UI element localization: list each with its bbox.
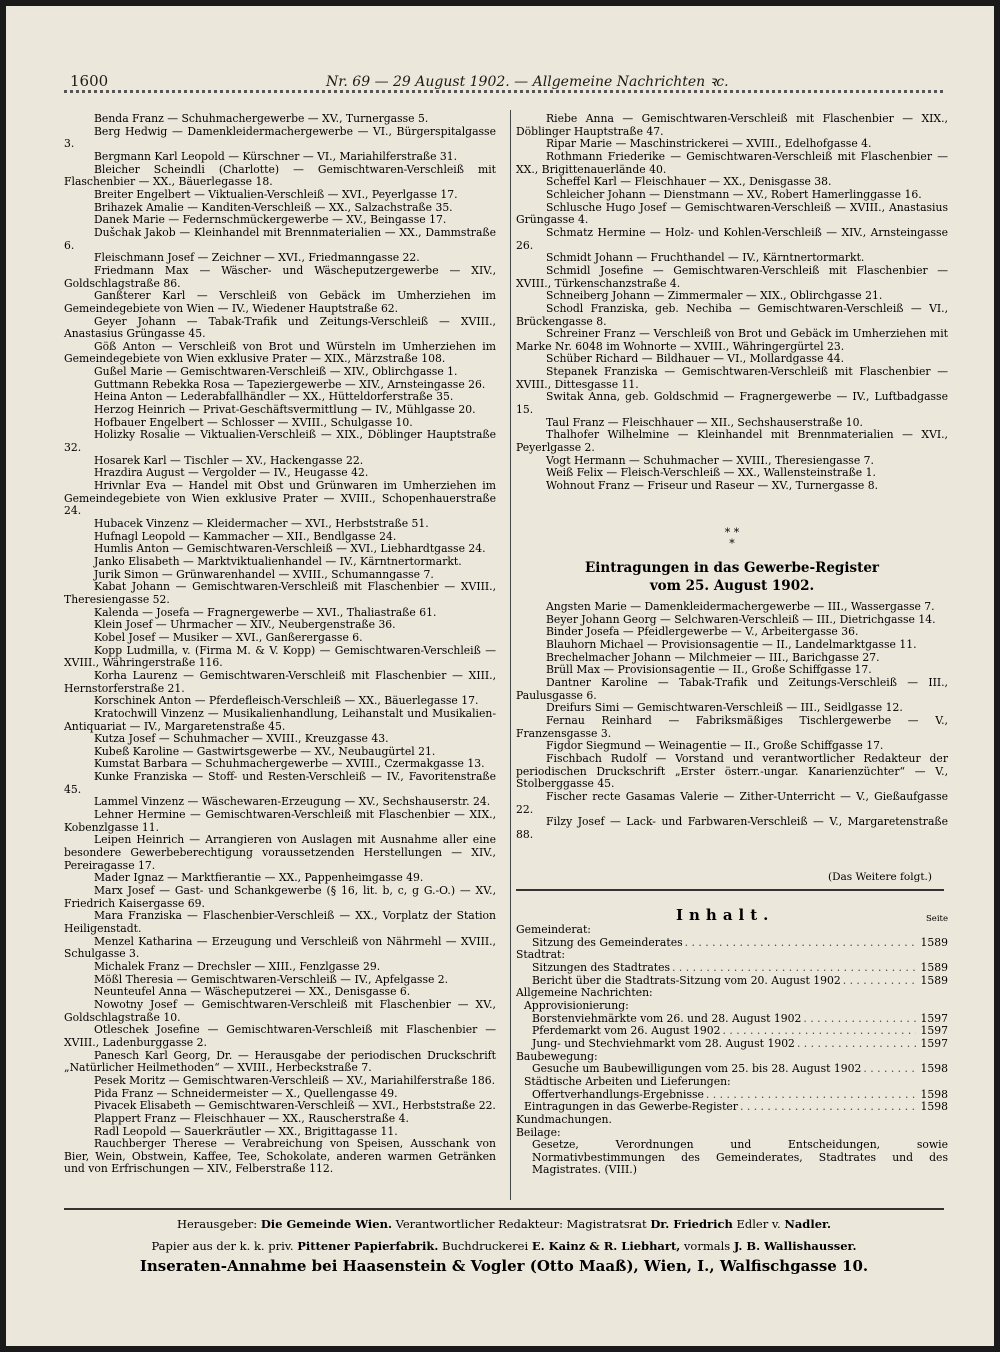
entry: Radl Leopold — Sauerkräutler — XX., Brigittagasse 11. [94,1124,398,1138]
toc-entry-label: Bericht über die Stadtrats-Sitzung vom 20. August 1902 [532,974,841,987]
entry: Neunteufel Anna — Wäscheputzerei — XX., Denisgasse 6. [94,985,411,999]
entry: Kumstat Barbara — Schuhmachergewerbe — XVIII., Czermakgasse 13. [94,757,485,771]
toc-heading-beilage: Beilage: [516,1125,561,1139]
entry: Gußel Marie — Gemischtwaren-Verschleiß — XIV., Oblirchgasse 1. [94,365,458,379]
imprint-printer: E. Kainz & R. Liebhart, [531,1239,681,1253]
entry: Filzy Josef — Lack- und Farbwaren-Verschleiß — V., Margaretenstraße 88. [516,815,948,841]
toc-entry-label: Offertverhandlungs-Ergebnisse [532,1088,704,1101]
toc-heading-allgemein: Allgemeine Nachrichten: [516,986,653,1000]
entry: Schüber Richard — Bildhauer — VI., Mollardgasse 44. [546,352,845,366]
register-entries [516,601,948,841]
entry: Kubeß Karoline — Gastwirtsgewerbe — XV., Neubaugürtel 21. [94,744,436,758]
issue-title: Nr. 69 — 29 August 1902. — Allgemeine Nachrichten ꝛc. [326,74,729,90]
toc-entry-page: 1597 [920,1037,948,1050]
entry: Plappert Franz — Fleischhauer — XX., Rauscherstraße 4. [94,1111,409,1125]
entry: Dreifurs Simi — Gemischtwaren-Verschleiß — III., Seidlgasse 12. [546,701,903,715]
toc-entry-label: Sitzungen des Stadtrates [532,961,671,974]
entry: Otleschek Josefine — Gemischtwaren-Verschleiß mit Flaschenbier — XVIII., Ladenburggasse 2. [64,1023,496,1049]
table-of-contents [516,924,948,1177]
entry: Schodl Franziska, geb. Nechiba — Gemischtwaren-Verschleiß — VI., Brückengasse 8. [516,301,948,328]
section-stars [516,527,948,553]
header-rule [64,90,944,93]
toc-entry-page: 1589 [920,936,948,949]
toc-entry[interactable] [516,1013,948,1026]
imprint-publisher: Die Gemeinde Wien. [260,1217,392,1231]
entry: Ganßterer Karl — Verschleiß von Gebäck im Umherziehen im Gemeindegebiete von Wien — IV., Wiedener Hauptstraße 62. [64,289,496,315]
toc-leader [795,1038,916,1051]
toc-entry-label: Pferdemarkt vom 26. August 1902 [532,1025,721,1038]
toc-entry[interactable] [516,962,948,975]
entry: Holizky Rosalie — Viktualien-Verschleiß — XIX., Döblinger Hauptstraße 32. [64,428,496,455]
toc-entry-page: 1589 [920,974,948,987]
toc-leader [670,962,916,975]
entry: Switak Anna, geb. Goldschmid — Fragnergewerbe — IV., Luftbadgasse 15. [516,390,948,417]
register-title-line-1: Eintragungen in das Gewerbe-Register [584,560,880,576]
entry: Marx Josef — Gast- und Schankgewerbe (§ 16, lit. b, c, g G.-O.) — XV., Friedrich Kaisergasse 69. [64,884,496,910]
toc-entry-label: Gesuche um Baubewilligungen vom 25. bis 28. August 1902 [532,1063,862,1076]
entry: Kopp Ludmilla, v. (Firma M. & V. Kopp) — Gemischtwaren-Verschleiß — XVIII., Währingerstraße 116. [64,643,496,670]
toc-entry-page: 1598 [920,1063,948,1076]
entry: Rothmann Friederike — Gemischtwaren-Verschleiß mit Flaschenbier — XX., Brigittenauerlände 40. [516,149,948,176]
entry: Figdor Siegmund — Weinagentie — II., Große Schiffgasse 17. [546,739,884,753]
entry: Leipen Heinrich — Arrangieren von Auslagen mit Ausnahme aller eine besondere Gewerbeberechtigung voraussetzenden Herstellungen — XIV., Pereiragasse 17. [64,833,496,872]
imprint-editor-name: Dr. Friedrich [650,1217,733,1231]
entry: Schmidl Josefine — Gemischtwaren-Verschleiß mit Flaschenbier — XVIII., Türkenschanzstraße 4. [516,263,948,290]
toc-entry[interactable] [516,937,948,950]
entry: Nowotny Josef — Gemischtwaren-Verschleiß mit Flaschenbier — XV., Goldschlagstraße 10. [64,997,496,1024]
entry: Korschinek Anton — Pferdefleisch-Verschleiß — XX., Bäuerlegasse 17. [94,694,479,708]
toc-subheading-approvisionierung: Approvisionierung: [524,998,629,1012]
entry: Scheffel Karl — Fleischhauer — XX., Denisgasse 38. [546,175,832,189]
entry: Fleischmann Josef — Zeichner — XVI., Friedmanngasse 22. [94,251,420,265]
entry: Pida Franz — Schneidermeister — X., Quellengasse 49. [94,1086,398,1100]
toc-entry-page: 1597 [920,1025,948,1038]
toc-entry[interactable] [516,1089,948,1102]
entry: Mader Ignaz — Marktfierantie — XX., Pappenheimgasse 49. [94,871,424,885]
entry: Schmidt Johann — Fruchthandel — IV., Kärntnertormarkt. [546,251,865,265]
entry: Herzog Heinrich — Privat-Geschäftsvermittlung — IV., Mühlgasse 20. [94,403,476,417]
toc-entry[interactable] [516,1038,948,1051]
page-column-label: Seite [925,914,948,924]
entry: Beyer Johann Georg — Selchwaren-Verschleiß — III., Dietrichgasse 14. [546,612,936,626]
entry: Stepanek Franziska — Gemischtwaren-Verschleiß mit Flaschenbier — XVIII., Dittesgasse 11. [516,365,948,391]
section-rule [516,889,944,891]
entry: Humlis Anton — Gemischtwaren-Verschleiß — XVI., Liebhardtgasse 24. [94,542,486,556]
entry: Kutza Josef — Schuhmacher — XVIII., Kreuzgasse 43. [94,732,389,746]
entry: Schleicher Johann — Dienstmann — XV., Robert Hamerlinggasse 16. [546,187,922,201]
toc-entry-label: Sitzung des Gemeinderates [532,936,683,949]
entry: Kratochwill Vinzenz — Musikalienhandlung, Leihanstalt und Musikalien-Antiquariat — IV., Margaretenstraße 45. [64,706,496,733]
imprint-formerly-label: vormals [683,1239,731,1253]
toc-heading-kundmachungen: Kundmachungen. [516,1112,612,1126]
imprint-printer-label: Buchdruckerei [442,1239,529,1253]
entry: Bergmann Karl Leopold — Kürschner — VI., Mariahilferstraße 31. [94,149,458,163]
toc-leader [704,1089,916,1102]
toc-heading-stadtrat: Stadtrat: [516,948,565,962]
entry: Kabat Johann — Gemischtwaren-Verschleiß mit Flaschenbier — XVIII., Theresiengasse 52. [64,580,496,606]
entry: Mara Franziska — Flaschenbier-Verschleiß — XX., Vorplatz der Station Heiligenstadt. [64,909,496,935]
entry: Angsten Marie — Damenkleidermachergewerbe — III., Wassergasse 7. [546,600,935,613]
entry: Pesek Moritz — Gemischtwaren-Verschleiß — XV., Mariahilferstraße 186. [94,1073,496,1087]
toc-leader [738,1101,916,1114]
entry: Klein Josef — Uhrmacher — XIV., Neubergenstraße 36. [94,618,396,632]
register-title-line-2: vom 25. August 1902. [649,578,815,594]
entry: Janko Elisabeth — Marktviktualienhandel — IV., Kärntnertormarkt. [94,554,462,568]
footer-rule [64,1208,944,1210]
toc-entry[interactable] [516,1101,948,1114]
toc-leader [683,937,916,950]
entry: Brüll Max — Provisionsagentie — II., Große Schiffgasse 17. [546,663,872,677]
stars-row-1: * * [724,526,740,539]
entry: Schlusche Hugo Josef — Gemischtwaren-Verschleiß — XVIII., Anastasius Grüngasse 4. [516,200,948,227]
left-column-entries [64,113,496,1176]
toc-heading-gemeinderat: Gemeinderat: [516,923,591,936]
right-column-entries [516,113,948,493]
entry: Lehner Hermine — Gemischtwaren-Verschleiß mit Flaschenbier — XIX., Kobenzlgasse 11. [64,808,496,834]
toc-entry-label: Jung- und Stechviehmarkt vom 28. August 1902 [532,1037,795,1050]
entry: Breiter Engelbert — Viktualien-Verschleiß — XVI., Peyerlgasse 17. [94,187,458,201]
imprint-paper-mill: Pittener Papierfabrik. [297,1239,439,1253]
imprint-editor-surname: Nadler. [784,1217,832,1231]
entry: Bleicher Scheindli (Charlotte) — Gemischtwaren-Verschleiß mit Flaschenbier — XX., Bäuerlegasse 18. [64,162,496,189]
entry: Lammel Vinzenz — Wäschewaren-Erzeugung — XV., Sechshauserstr. 24. [94,795,491,809]
entry: Taul Franz — Fleischhauer — XII., Sechshauserstraße 10. [546,415,863,429]
entry: Panesch Karl Georg, Dr. — Herausgabe der periodischen Druckschrift „Natürlicher Heilmethoden“ — XVIII., Herbeckstraße 7. [64,1048,496,1075]
entry: Göß Anton — Verschleiß von Brot und Würsteln im Umherziehen im Gemeindegebiete von Wien exklusive Prater — XIX., Märzstraße 108. [64,339,496,366]
imprint-publisher-label: Herausgeber: [176,1217,258,1231]
stars-row-2: * [729,537,735,550]
entry: Schneiberg Johann — Zimmermaler — XIX., Oblirchgasse 21. [546,289,883,303]
entry: Kobel Josef — Musiker — XVI., Ganßerergasse 6. [94,630,363,644]
entry: Menzel Katharina — Erzeugung und Verschleiß von Nährmehl — XVIII., Schulgasse 3. [64,934,496,961]
imprint-ads-line: Inseraten-Annahme bei Haasenstein & Vogler (Otto Maaß), Wien, I., Walfischgasse 10. [139,1257,869,1275]
toc-entry-page: 1597 [920,1012,948,1025]
entry: Berg Hedwig — Damenkleidermachergewerbe — VI., Bürgerspitalgasse 3. [64,124,496,151]
entry: Weiß Felix — Fleisch-Verschleiß — XX., Wallensteinstraße 1. [546,466,876,480]
toc-heading-baubewegung: Baubewegung: [516,1049,598,1063]
toc-leader [841,975,916,988]
page-number: 1600 [70,72,109,90]
imprint-former-printer: J. B. Wallishausser. [733,1239,857,1253]
toc-entry[interactable] [516,1025,948,1038]
entry: Hrazdira August — Vergolder — IV., Heugasse 42. [94,466,369,480]
entry: Wohnout Franz — Friseur und Raseur — XV., Turnergasse 8. [546,479,879,493]
entry: Hosarek Karl — Tischler — XV., Hackengasse 22. [94,453,364,467]
column-divider [510,110,511,1200]
entry: Michalek Franz — Drechsler — XIII., Fenzlgasse 29. [94,959,381,973]
imprint-editor-line [64,1217,944,1231]
toc-beilage-text: Gesetze, Verordnungen und Entscheidungen, sowie Normativbestimmungen des Gemeinderates, Stadtrates und des Magistrates. (VIII.) [532,1138,948,1177]
entry: Rauchberger Therese — Verabreichung von Speisen, Ausschank von Bier, Wein, Obstwein, Kaffee, Tee, Schokolate, anderen warmen Getränken und von Erfrischungen — XIV., Felberstraße 112. [64,1137,496,1176]
entry: Benda Franz — Schuhmachergewerbe — XV., Turnergasse 5. [94,112,429,125]
entry: Friedmann Max — Wäscher- und Wäscheputzergewerbe — XIV., Goldschlagstraße 86. [64,263,496,290]
entry: Brihazek Amalie — Kanditen-Verschleiß — XX., Salzachstraße 35. [94,200,453,214]
entry: Heina Anton — Lederabfallhändler — XX., Hütteldorferstraße 35. [94,390,454,404]
entry: Hubacek Vinzenz — Kleidermacher — XVI., Herbststraße 51. [94,517,429,530]
register-title [516,559,948,595]
entry: Brechelmacher Johann — Milchmeier — III., Barichgasse 27. [546,650,880,664]
entry: Kunke Franziska — Stoff- und Resten-Verschleiß — IV., Favoritenstraße 45. [64,770,496,796]
imprint-printer-line [64,1239,944,1253]
toc-leader [861,1063,916,1076]
entry: Vogt Hermann — Schuhmacher — XVIII., Theresiengasse 7. [546,453,874,467]
entry: Korha Laurenz — Gemischtwaren-Verschleiß mit Flaschenbier — XIII., Hernstorferstraße 21. [64,668,496,695]
toc-subheading-staedtische-arbeiten: Städtische Arbeiten und Lieferungen: [524,1074,731,1088]
toc-entry-label: Borstenviehmärkte vom 26. und 28. August 1902 [532,1012,802,1025]
entry: Hufnagl Leopold — Kammacher — XII., Bendlgasse 24. [94,529,397,543]
entry: Guttmann Rebekka Rosa — Tapeziergewerbe — XIV., Arnsteingasse 26. [94,377,486,391]
entry: Binder Josefa — Pfeidlergewerbe — V., Arbeitergasse 36. [546,625,859,639]
toc-entry-page: 1598 [920,1088,948,1101]
entry: Geyer Johann — Tabak-Trafik und Zeitungs-Verschleiß — XVIII., Anastasius Grüngasse 45. [64,314,496,341]
toc-entry-label: Eintragungen in das Gewerbe-Register [524,1101,738,1114]
entry: Pivacek Elisabeth — Gemischtwaren-Verschleiß — XVI., Herbststraße 22. [94,1099,496,1113]
entry: Hrivnlar Eva — Handel mit Obst und Grünwaren im Umherziehen im Gemeindegebiete von Wien exklusive Prater — XVIII., Schopenhauerstraße 24. [64,479,496,518]
entry: Dušchak Jakob — Kleinhandel mit Brennmaterialien — XX., Dammstraße 6. [64,225,496,252]
toc-leader [801,1013,916,1026]
entry: Schreiner Franz — Verschleiß von Brot und Gebäck im Umherziehen mit Marke Nr. 6048 im Wohnorte — XVIII., Währingergürtel 23. [516,327,948,353]
toc-entry[interactable] [516,1063,948,1076]
entry: Fischer recte Gasamas Valerie — Zither-Unterricht — V., Gießaufgasse 22. [516,789,948,816]
entry: Schmatz Hermine — Holz- und Kohlen-Verschleiß — XIV., Arnsteingasse 26. [516,225,948,252]
entry: Fernau Reinhard — Fabriksmäßiges Tischlergewerbe — V., Franzensgasse 3. [516,713,948,740]
continued-note: (Das Weitere folgt.) [828,871,932,883]
entry: Thalhofer Wilhelmine — Kleinhandel mit Brennmaterialien — XVI., Peyerlgasse 2. [516,428,948,455]
entry: Fischbach Rudolf — Vorstand und verantwortlicher Redakteur der periodischen Druckschrift „Erster österr.-ungar. Kanarienzüchter“ — V., Stolberggasse 45. [516,751,948,791]
imprint-editor-title: Edler v. [736,1217,781,1231]
contents-title: Inhalt. [676,906,775,924]
entry: Mößl Theresia — Gemischtwaren-Verschleiß — IV., Apfelgasse 2. [94,972,449,986]
entry: Dantner Karoline — Tabak-Trafik und Zeitungs-Verschleiß — III., Paulusgasse 6. [516,675,948,702]
entry: Kalenda — Josefa — Fragnergewerbe — XVI., Thaliastraße 61. [94,605,437,619]
toc-leader [721,1025,916,1038]
imprint-editor-label: Verantwortlicher Redakteur: Magistratsrat [395,1217,647,1231]
entry: Ripar Marie — Maschinstrickerei — XVIII., Edelhofgasse 4. [546,137,872,151]
entry: Blauhorn Michael — Provisionsagentie — II., Landelmarktgasse 11. [546,637,917,651]
entry: Riebe Anna — Gemischtwaren-Verschleiß mit Flaschenbier — XIX., Döblinger Hauptstraße 47. [516,112,948,138]
entry: Jurik Simon — Grünwarenhandel — XVIII., Schumanngasse 7. [94,567,434,581]
toc-entry-page: 1589 [920,961,948,974]
imprint-paper-label: Papier aus der k. k. priv. [151,1239,294,1253]
entry: Danek Marie — Federnschmückergewerbe — XV., Beingasse 17. [94,213,447,227]
toc-entry-page: 1598 [920,1101,948,1114]
entry: Hofbauer Engelbert — Schlosser — XVIII., Schulgasse 10. [94,415,413,429]
